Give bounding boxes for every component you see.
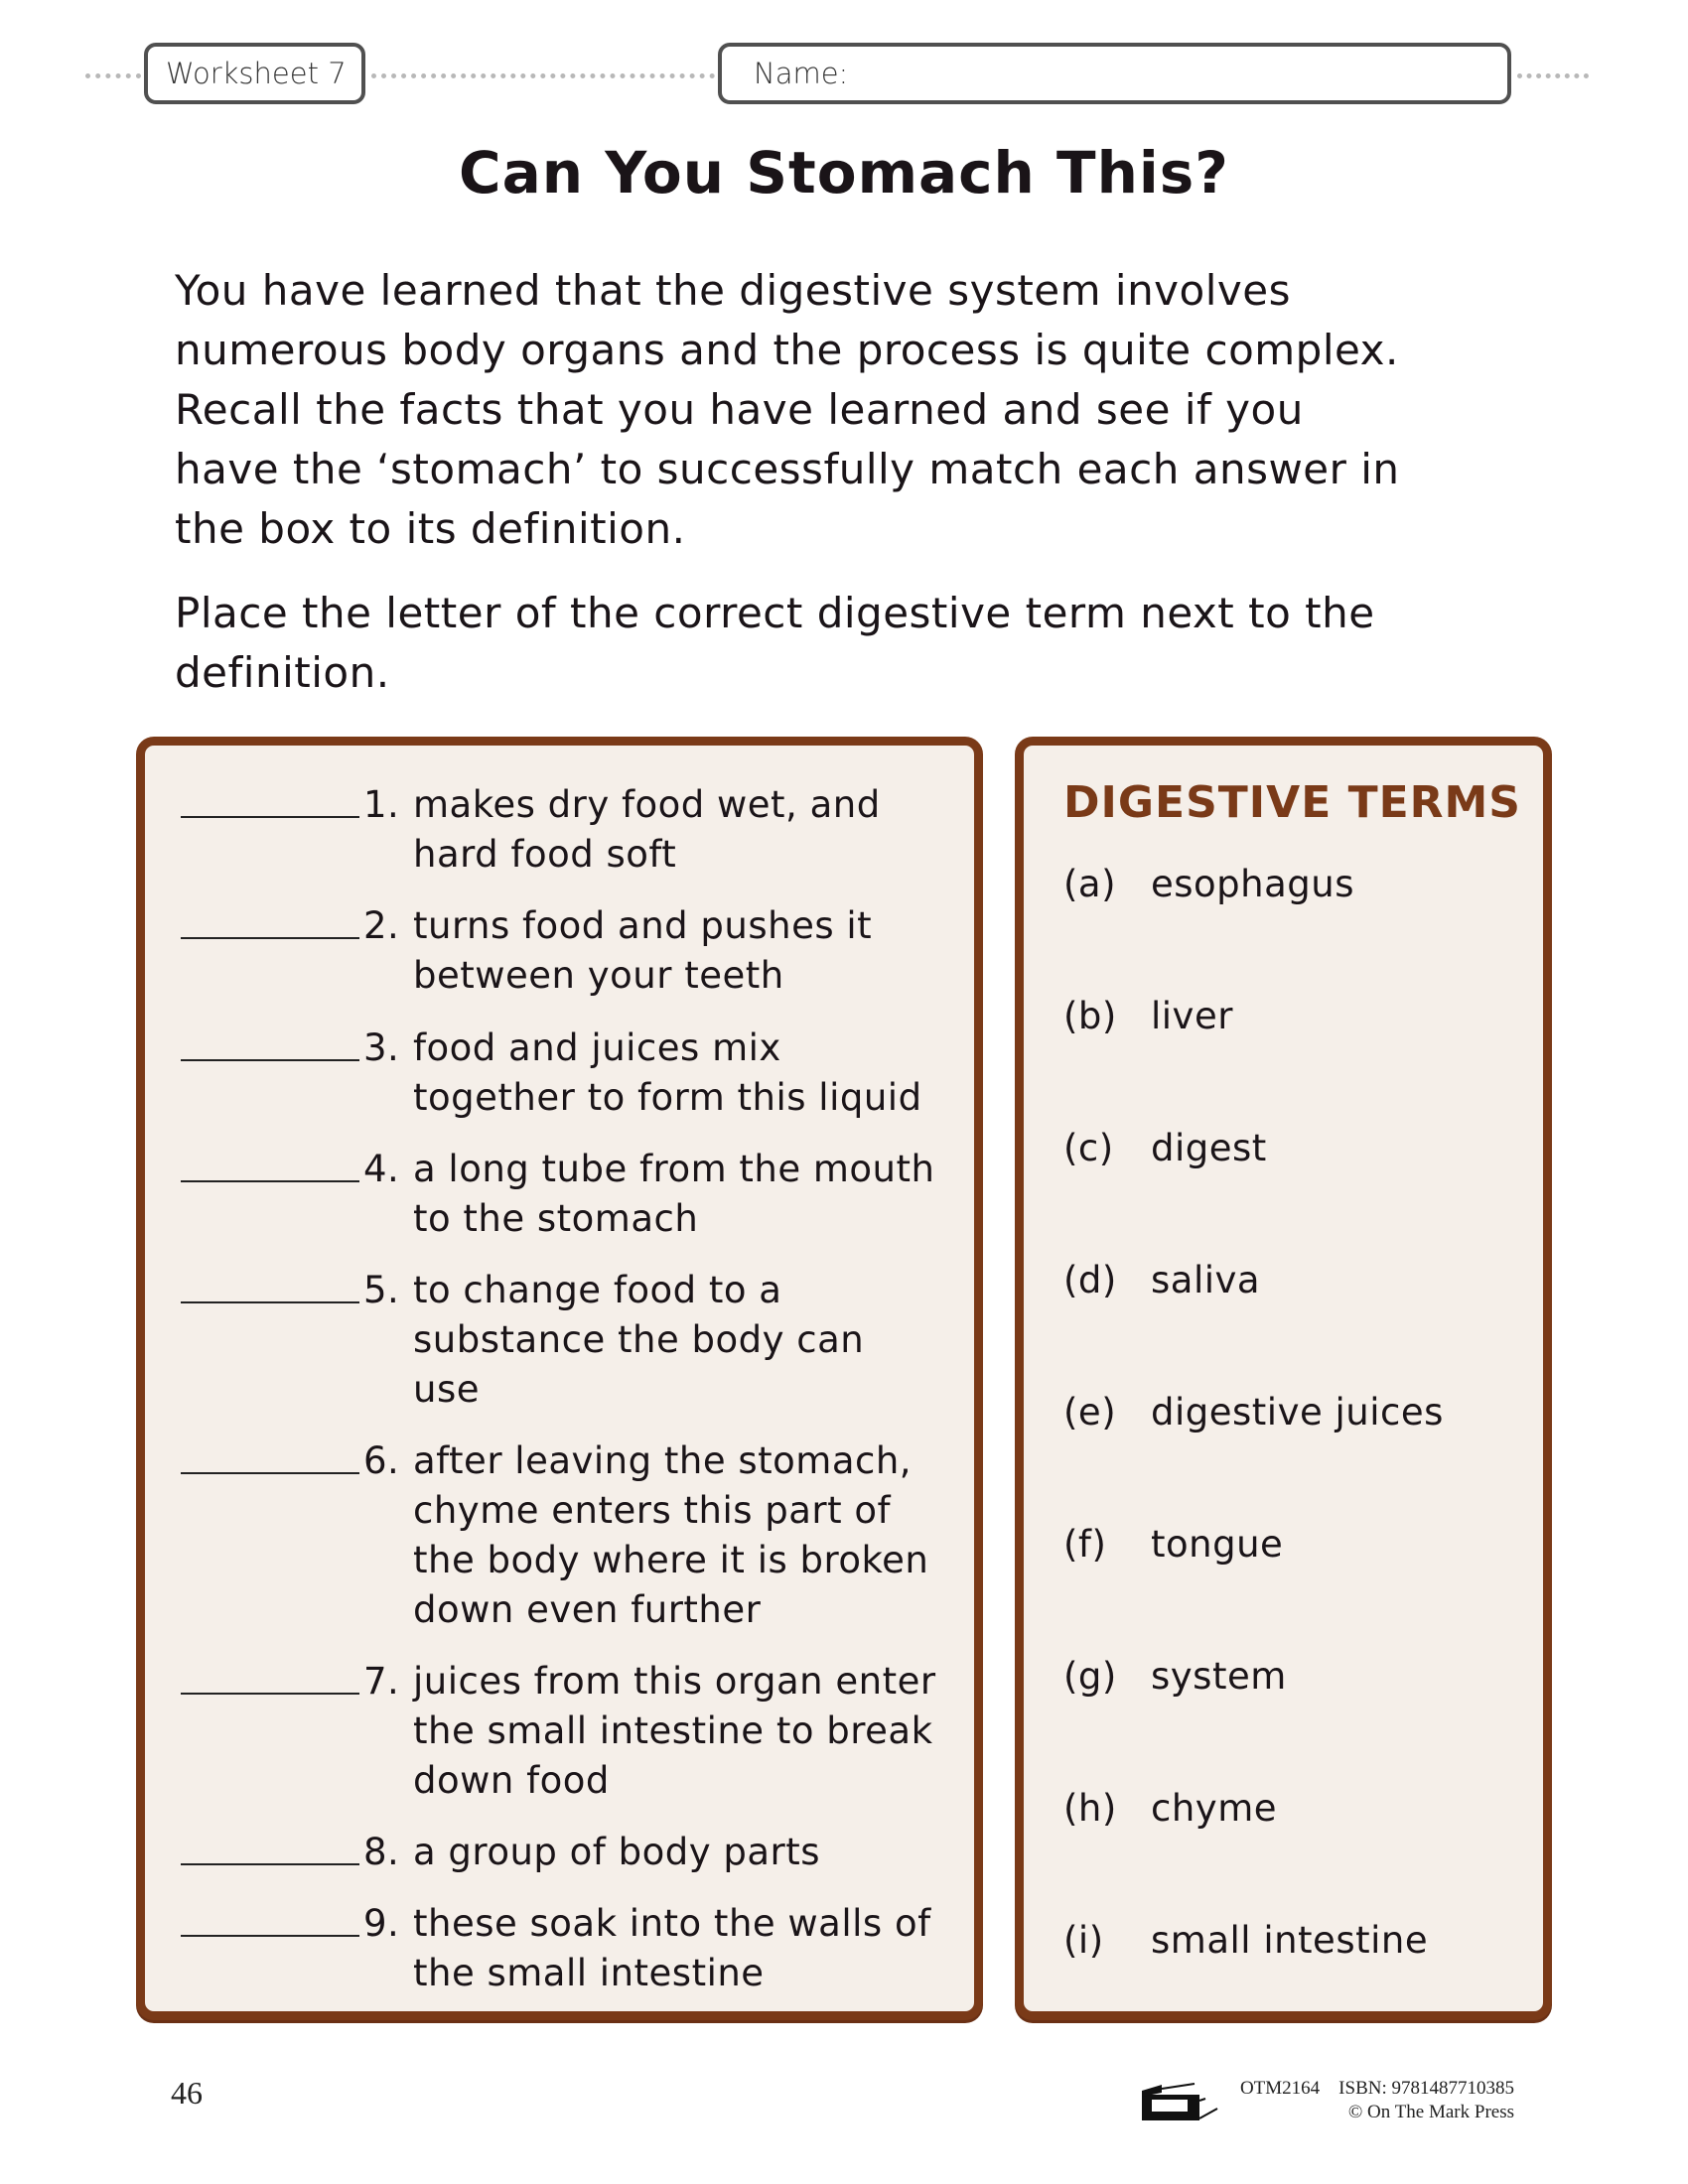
copyright: © On The Mark Press (1347, 2102, 1514, 2122)
term-text: saliva (1151, 1259, 1261, 1301)
definition-text: to change food to a substance the body can use (413, 1269, 865, 1411)
term-text: digest (1151, 1127, 1267, 1169)
definition-number: 5. (363, 1269, 400, 1311)
answer-blank-1[interactable] (181, 780, 359, 818)
definition-item-4 (181, 1145, 969, 1244)
term-text: chyme (1151, 1787, 1277, 1830)
term-item-d (1063, 1259, 1260, 1301)
definition-item-2 (181, 901, 969, 1001)
term-letter: (f) (1063, 1523, 1107, 1566)
intro-paragraph (175, 261, 1545, 559)
definition-item-1 (181, 780, 969, 880)
term-letter: (h) (1063, 1787, 1117, 1830)
term-letter: (e) (1063, 1391, 1117, 1433)
definition-text: a group of body parts (413, 1831, 821, 1873)
instruction-line: definition. (175, 648, 390, 697)
term-item-c (1063, 1127, 1267, 1169)
definition-number: 8. (363, 1831, 400, 1873)
publisher-info (1240, 2077, 1514, 2124)
definition-text: juices from this organ enter the small intestine to break down food (413, 1660, 936, 1802)
header-dots-middle (371, 73, 715, 78)
page-title: Can You Stomach This? (459, 139, 1229, 206)
answer-blank-6[interactable] (181, 1436, 359, 1474)
worksheet-label: Worksheet 7 (166, 57, 347, 90)
answer-blank-7[interactable] (181, 1657, 359, 1695)
definition-text: makes dry food wet, and hard food soft (413, 783, 881, 876)
instruction-paragraph (175, 584, 1545, 703)
definition-number: 7. (363, 1660, 400, 1703)
definition-item-8 (181, 1828, 969, 1877)
answer-blank-3[interactable] (181, 1024, 359, 1061)
intro-line: numerous body organs and the process is quite complex. (175, 326, 1399, 374)
term-item-b (1063, 995, 1233, 1037)
definition-text: these soak into the walls of the small intestine (413, 1902, 931, 1994)
term-text: esophagus (1151, 863, 1355, 905)
instruction-line: Place the letter of the correct digestive term next to the (175, 589, 1375, 637)
intro-line: You have learned that the digestive system involves (175, 266, 1291, 315)
copier-logo-icon (1140, 2081, 1219, 2126)
name-field[interactable] (718, 43, 1511, 104)
definition-number: 3. (363, 1026, 400, 1069)
answer-blank-2[interactable] (181, 901, 359, 939)
term-text: small intestine (1151, 1919, 1429, 1962)
term-text: tongue (1151, 1523, 1284, 1566)
term-text: liver (1151, 995, 1233, 1037)
term-item-g (1063, 1655, 1287, 1698)
term-item-a (1063, 863, 1354, 905)
intro-line: Recall the facts that you have learned and see if you (175, 385, 1304, 434)
definition-number: 4. (363, 1148, 400, 1190)
term-letter: (c) (1063, 1127, 1114, 1169)
term-text: digestive juices (1151, 1391, 1444, 1433)
term-item-e (1063, 1391, 1444, 1433)
definitions-box (136, 737, 983, 2020)
term-letter: (d) (1063, 1259, 1117, 1301)
term-item-h (1063, 1787, 1277, 1830)
term-letter: (i) (1063, 1919, 1104, 1962)
page-number: 46 (171, 2075, 203, 2111)
definition-number: 9. (363, 1902, 400, 1945)
definition-item-9 (181, 1899, 969, 1998)
worksheet-label-box (144, 43, 365, 104)
term-item-f (1063, 1523, 1283, 1566)
term-letter: (g) (1063, 1655, 1117, 1698)
answer-blank-8[interactable] (181, 1828, 359, 1865)
digestive-terms-box (1015, 737, 1552, 2020)
header-dots-right (1517, 73, 1589, 78)
term-letter: (b) (1063, 995, 1117, 1037)
definition-item-3 (181, 1024, 969, 1123)
definition-item-7 (181, 1657, 969, 1806)
definition-number: 6. (363, 1439, 400, 1482)
term-item-i (1063, 1919, 1428, 1962)
definition-item-6 (181, 1436, 969, 1635)
answer-blank-5[interactable] (181, 1266, 359, 1303)
term-letter: (a) (1063, 863, 1117, 905)
header-dots-left (85, 73, 141, 78)
name-label: Name: (754, 57, 849, 90)
definition-item-5 (181, 1266, 969, 1415)
intro-line: the box to its definition. (175, 504, 686, 553)
definition-text: after leaving the stomach, chyme enters this part of the body where it is broken down even further (413, 1439, 929, 1631)
terms-title: DIGESTIVE TERMS (1063, 777, 1521, 828)
definition-text: food and juices mix together to form this liquid (413, 1026, 922, 1119)
definition-number: 1. (363, 783, 400, 826)
definition-number: 2. (363, 904, 400, 947)
definition-text: turns food and pushes it between your teeth (413, 904, 873, 997)
intro-line: have the ‘stomach’ to successfully match each answer in (175, 445, 1400, 493)
isbn: ISBN: 9781487710385 (1338, 2078, 1514, 2099)
definition-text: a long tube from the mouth to the stomach (413, 1148, 935, 1240)
answer-blank-9[interactable] (181, 1899, 359, 1937)
product-code: OTM2164 (1239, 2078, 1321, 2099)
term-text: system (1151, 1655, 1287, 1698)
answer-blank-4[interactable] (181, 1145, 359, 1182)
